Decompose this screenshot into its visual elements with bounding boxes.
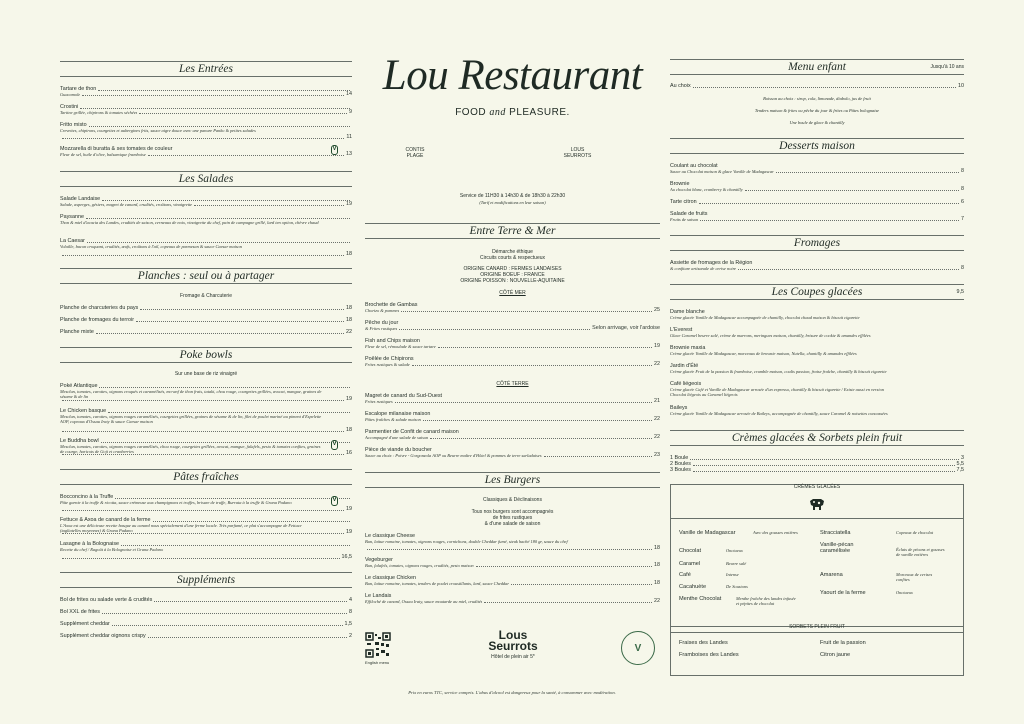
vegetarian-icon: V <box>331 440 338 450</box>
planches-title: Planches : seul ou à partager <box>60 268 352 284</box>
cremes-title: Crèmes glacées & Sorbets plein fruit <box>670 430 964 446</box>
sorbet-item: Citron jaune <box>820 652 851 658</box>
menu-item: Assiette de fromages de la Région & confiture artisanale de cerise noire 8 <box>670 260 964 272</box>
menu-item: Tarte citron 6 <box>670 199 964 205</box>
flavor-desc: Menthe fraîche des landes infusée et pépites de chocolat <box>736 596 796 606</box>
service-hours: Service de 11H30 à 14h30 & de 18h30 à 22h30 <box>459 193 566 199</box>
divider <box>670 518 964 519</box>
menu-item: Planche de fromages du terroir 18 <box>60 317 352 323</box>
menu-item: Paysanne Thon & miel d'acacia des Landes, crudités de saison, cerneaux de noix, vinaigrette du chef, pain de campagne grillé, lard ten option, chèvre chaud <box>60 214 352 230</box>
menu-item: Tartare de thon Guacamole 14 <box>60 86 352 98</box>
intro-line: Démarche éthique <box>492 249 533 255</box>
menu-item: Planche mixte 22 <box>60 329 352 335</box>
logo-subtitle: Hôtel de plein air 5* <box>491 654 535 660</box>
menu-item: Au choix 10 <box>670 83 964 89</box>
menu-item: Brownie maxia Crème glacée Vanille de Madagascar, morceaux de brownie maison, Nutella, chantilly & amandes effilées <box>670 345 857 357</box>
burgers-title: Les Burgers <box>365 472 660 488</box>
menu-item: Pièce de viande du boucher Sauce au choix : Poivre - Gorgonzola AOP ou Beurre maître d'Hôtel & pommes de terre sarladaises 23 <box>365 447 660 459</box>
location-lous-seurrots: LOUS SEURROTS <box>563 147 592 159</box>
tagline: FOOD and PLEASURE. <box>455 107 570 118</box>
entrees-title: Les Entrées <box>60 61 352 77</box>
menu-item: Bocconcino à la Truffe Pâte garnie à la truffe & ricotta, sauce crémeuse aux champignons et truffes, brisure de truffe, Burrata à la truffe & Grana Padano 19 <box>60 494 352 512</box>
cote-mer-label: CÔTÉ MER <box>499 290 526 296</box>
glaces-box-title: CRÈMES GLACÉES <box>793 484 841 490</box>
burgers-intro: Tous nos burgers sont accompagnés <box>471 509 554 515</box>
poke-title: Poke bowls <box>60 347 352 363</box>
burgers-subtitle: Classiques & Déclinaisons <box>483 497 542 503</box>
sorbet-item: Fruit de la passion <box>820 640 866 646</box>
menu-item: Planche de charcuteries du pays 18 <box>60 305 352 311</box>
flavor-item: Vanille de Madagascar <box>679 530 736 536</box>
menu-item: Café liégeois Crème glacée Café et Vanille de Madagascar arrosée d'un expresso, chantilly & biscuit cigarette / Existe aussi en version Chocolat liégeois au Caramel liégeois <box>670 381 884 398</box>
divider <box>670 632 964 633</box>
desserts-title: Desserts maison <box>670 138 964 154</box>
vegetarian-stamp-icon: V <box>621 631 655 665</box>
menu-item: Le Buddha bowl Mesclun, tomates, carottes, oignons rouges caramélisés, chou rouge, courgettes grillées, avocat, mangue, falafels, pesto & tomates confites, graines de courge, haricots de Goji et cranberries 16 <box>60 438 352 456</box>
supplements-title: Suppléments <box>60 572 352 588</box>
flavor-item: Café <box>679 572 691 578</box>
flavor-desc: Beurre salé <box>726 561 747 566</box>
flavor-desc: Onctueux <box>896 590 913 595</box>
enfant-title: Menu enfant Jusqu'à 10 ans <box>670 59 964 75</box>
menu-item: Supplément cheddar 1,5 <box>60 621 352 627</box>
flavor-item: Menthe Chocolat <box>679 596 722 602</box>
menu-item: Coulant au chocolat Sauce au Chocolat maison & glace Vanille de Madagascar 8 <box>670 163 964 175</box>
flavor-item: Chocolat <box>679 548 702 554</box>
menu-item: Supplément cheddar oignons crispy 2 <box>60 633 352 639</box>
menu-item: Brochette de Gambas Chorizo & pommes 25 <box>365 302 660 314</box>
restaurant-name: Lou Restaurant <box>382 52 643 99</box>
fromages-title: Fromages <box>670 235 964 251</box>
pates-title: Pâtes fraîches <box>60 469 352 485</box>
menu-item: 2 Boules 5,5 <box>670 461 964 467</box>
menu-item: Pêche du jour & Frites rustiques Selon arrivage, voir l'ardoise <box>365 320 660 332</box>
menu-item: Le Landais Effiloché de canard, Ossau Iraty, sauce moutarde au miel, crudités 22 <box>365 593 660 605</box>
menu-item: Parmentier de Confit de canard maison Accompagné d'une salade de saison 22 <box>365 429 660 441</box>
flavor-desc: Morceaux de cerises confites <box>896 572 933 582</box>
menu-item: Jardin d'Été Crème glacée Fruit de la passion & framboise, crumble maison, coulis passion, fraise fraîche, chantilly & biscuit cigarette <box>670 363 887 375</box>
flavor-item: Stracciatella <box>820 530 851 536</box>
burgers-intro: de frites rustiques <box>492 515 533 521</box>
flavor-item: Yaourt de la ferme <box>820 590 866 596</box>
menu-item: 3 Boules 7,5 <box>670 467 964 473</box>
menu-item: L'Everest Glace Caramel beurre salé, crème de marrons, meringues maison, chantilly, brisure de cookie & amandes effilées <box>670 327 871 339</box>
lous-seurrots-logo: Lous Seurrots <box>488 628 538 653</box>
flavor-item: Amarena <box>820 572 843 578</box>
flavor-desc: Intense <box>726 572 739 577</box>
menu-item: La Caesar Volaille, bacon croquant, crudités, œufs, croûtons à l'ail, copeaux de parmesan & sauce Caesar maison 18 <box>60 238 352 257</box>
planches-subtitle: Fromage & Charcuterie <box>180 293 232 299</box>
burgers-intro: & d'une salade de saison <box>484 521 541 527</box>
vegetarian-icon: V <box>331 496 338 506</box>
sorbet-item: Framboises des Landes <box>679 652 739 658</box>
flavor-desc: Copeaux de chocolat <box>896 530 934 535</box>
flavor-desc: Onctueux <box>726 548 743 553</box>
cote-terre-label: CÔTÉ TERRE <box>496 381 529 387</box>
footer-note: Prix en euros TTC, service compris. L'abus d'alcool est dangereux pour la santé, à consommer avec modération. <box>408 690 616 695</box>
menu-item: Bol de frites ou salade verte & crudités 4 <box>60 597 352 603</box>
menu-item: Lasagne à la Bolognaise Recette du chef / Ragoût à la Bolognaise et Grana Padano 16,5 <box>60 541 352 560</box>
origin-line: ORIGINE CANARD : FERMES LANDAISES <box>463 266 562 272</box>
enfant-line: Tenders maison & frites ou pêche du jour & frites ou Pâtes bolognaise <box>754 108 880 113</box>
flavor-desc: Éclats de pécans et gousses de vanille entières <box>896 547 945 557</box>
flavor-item: Caramel <box>679 561 701 567</box>
origin-line: ORIGINE POISSON : NOUVELLE-AQUITAINE <box>460 278 565 284</box>
menu-item: Fettuce & Axoa de canard de la ferme L'Axoa est une délicieuse recette basque au canard nous spécialement d'une ferme locale. Très parfumé, ce plat s'accompagne de Fettuce (tagliatelles moyennes) & Grana Padano 19 <box>60 517 352 535</box>
menu-item: Baileys Crème glacée Vanille de Madagascar arrosée de Baileys, accompagnée de chantilly, sauce Caramel & noisettes concassées <box>670 405 888 417</box>
vegetarian-icon: V <box>331 145 338 155</box>
menu-item: Salade Landaise Salade, asperges, gésiers, magret de canard, crudités, croûtons, vinaigrette 19 <box>60 196 352 208</box>
service-note: (Tarif et modifications en leur saison) <box>479 200 546 205</box>
menu-item: Le Chicken basque Mesclun, tomates, carottes, oignons rouges caramélisés, courgettes grillées, graines de sésame & de lin, filet de poulet mariné au piment d'Espelette AOP, copeaux d'Ossau Iraty & sauce Caesar maison 18 <box>60 408 352 433</box>
enfant-line: Une boule de glace & chantilly <box>789 120 845 125</box>
menu-item: Escalope milanaise maison Pâtes fraîches & salade maison 22 <box>365 411 660 423</box>
menu-item: Poké Atlantique Mesclun, tomates, carottes, oignons croqués et caramélisés, mo-anf de thon frais, tataki, chou rouge, courgettes grillées, avocat, mangue, graines de sésame & de lin 19 <box>60 383 352 402</box>
sorbets-title: SORBETS PLEIN FRUIT <box>789 624 845 630</box>
menu-item: Brownie Au chocolat blanc, cranberry & chantilly 8 <box>670 181 964 193</box>
sorbet-item: Fraises des Landes <box>679 640 728 646</box>
qr-code-icon[interactable] <box>365 632 391 658</box>
terre-mer-title: Entre Terre & Mer <box>365 223 660 239</box>
menu-item: Fritto misto Crevettes, chipirons, courgettes et aubergines frits, sauce aigre douce avec une panure Panko & petites salades 11 <box>60 122 352 140</box>
coupes-title: Les Coupes glacées 9,5 <box>670 284 964 300</box>
location-contis: CONTIS PLAGE <box>405 147 425 159</box>
poke-subtitle: Sur une base de riz vinaigré <box>174 371 238 377</box>
menu-item: 1 Boule 3 <box>670 455 964 461</box>
cow-icon <box>807 496 827 512</box>
menu-item: Bol XXL de frites 8 <box>60 609 352 615</box>
flavor-item: Vanille-pécan caramélisée <box>820 542 854 555</box>
menu-item: Le classique Cheese Bun, laitue romaine, tomates, oignons rouges, cornichons, double Cheddar fumé, steak haché 180 gr, sauce du chef 18 <box>365 533 660 551</box>
menu-item: Le classique Chicken Bun, laitue romaine, tomates, tenders de poulet croustillants, lard, sauce Cheddar 18 <box>365 575 660 587</box>
origin-line: ORIGINE BOEUF : FRANCE <box>480 272 545 278</box>
enfant-line: Boisson au choix : sirop, cola, limonade, diabolo, jus de fruit <box>763 96 871 101</box>
menu-item: Vegeburger Bun, falafels, tomates, oignons rouges, crudités, pesto maison 18 <box>365 557 660 569</box>
menu-item: Dame blanche Crème glacée Vanille de Madagascar accompagnée de chantilly, chocolat chaud maison & biscuit cigarette <box>670 309 860 321</box>
menu-item: Fish and Chips maison Fleur de sel, rémoulade & sauce tartare 19 <box>365 338 660 350</box>
flavor-desc: De Soustons <box>726 584 748 589</box>
menu-item: Magret de canard du Sud-Ouest Frites rustiques 21 <box>365 393 660 405</box>
flavor-desc: Avec des gousses entières <box>753 530 798 535</box>
intro-line: Circuits courts & respectueux <box>479 255 546 261</box>
salades-title: Les Salades <box>60 171 352 187</box>
menu-item: Salade de fruits Fruits de saison 7 <box>670 211 964 223</box>
flavor-item: Cacahuète <box>679 584 707 590</box>
menu-item: Mozzarella di buratta & ses tomates de couleur Fleur de sel, huile d'olive, balsamique framboise 13 <box>60 146 352 158</box>
menu-item: Crostini Tartine grillée, chipirons & tomates séchées 9 <box>60 104 352 116</box>
qr-label: English menu <box>365 660 390 665</box>
menu-item: Poêlée de Chipirons Frites rustiques & salade 22 <box>365 356 660 368</box>
